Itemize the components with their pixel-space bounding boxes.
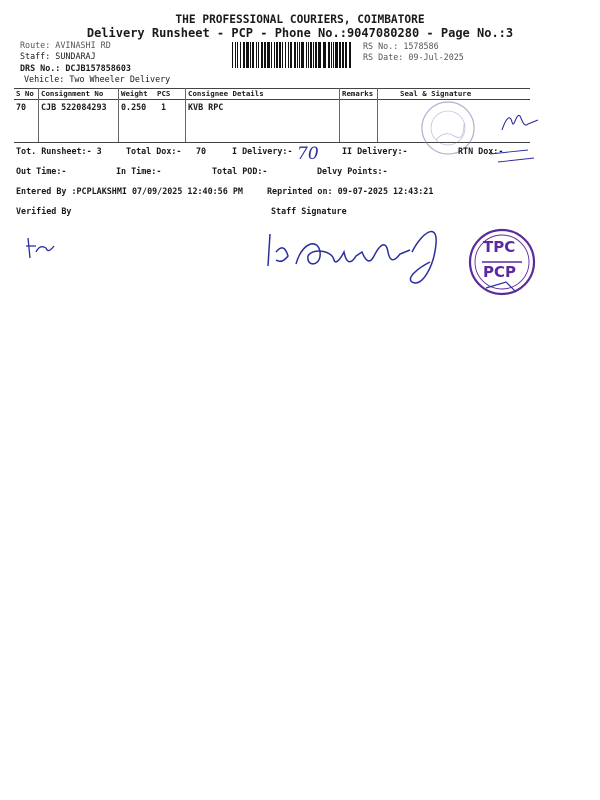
barcode-bar [333, 42, 334, 68]
total-pod-label: Total POD:- [212, 166, 268, 176]
barcode-bar [235, 42, 236, 68]
ii-delivery-label: II Delivery:- [342, 146, 408, 156]
company-title: THE PROFESSIONAL COURIERS, COIMBATORE [175, 13, 425, 26]
barcode-bar [261, 42, 263, 68]
entered-by: Entered By :PCPLAKSHMI 07/09/2025 12:40:56 PM [16, 186, 243, 196]
total-dox-value: 70 [196, 146, 207, 156]
col-header-seal: Seal & Signature [400, 89, 472, 98]
tpc-pcp-stamp [466, 226, 538, 298]
barcode-bar [335, 42, 338, 68]
barcode-bar [276, 42, 278, 68]
barcode-bar [306, 42, 307, 68]
rs-date: RS Date: 09-Jul-2025 [363, 52, 464, 62]
verified-by-label: Verified By [16, 206, 72, 216]
rtn-scribble [488, 148, 538, 168]
barcode-bar [342, 42, 344, 68]
barcode-bar [250, 42, 251, 68]
total-dox-label: Total Dox:- [126, 146, 182, 156]
route-label: Route: AVINASHI RD [20, 40, 111, 50]
staff-label: Staff: SUNDARAJ [20, 51, 96, 61]
barcode-bar [297, 42, 298, 68]
barcode-bar [290, 42, 292, 68]
barcode-bar [299, 42, 300, 68]
out-time-label: Out Time:- [16, 166, 67, 176]
barcode-bar [267, 42, 270, 68]
staff-signature-label: Staff Signature [271, 206, 347, 216]
barcode-bar [294, 42, 296, 68]
barcode-bar [310, 42, 312, 68]
stamp-pcp-text: PCP [483, 263, 516, 281]
i-delivery-label: I Delivery:- [232, 146, 293, 156]
barcode-bar [243, 42, 245, 68]
barcode-bar [285, 42, 286, 68]
barcode-bar [308, 42, 309, 68]
vehicle-label: Vehicle: Two Wheeler Delivery [24, 74, 171, 84]
barcode-bar [274, 42, 275, 68]
col-header-remarks: Remarks [342, 89, 374, 98]
stamp-tpc-text: TPC [483, 238, 516, 256]
seal-signature [498, 108, 548, 138]
barcode-bar [345, 42, 347, 68]
col-divider [118, 88, 119, 142]
barcode-bar [282, 42, 283, 68]
barcode-bar [331, 42, 332, 68]
row-pcs: 1 [161, 102, 167, 112]
staff-signature [262, 222, 462, 292]
col-header-pcs: PCS [157, 89, 171, 98]
runsheet-subtitle: Delivery Runsheet - PCP - Phone No.:9047080280 - Page No.:3 [86, 26, 514, 40]
barcode-bar [240, 42, 241, 68]
barcode-bar [313, 42, 314, 68]
row-consignee: KVB RPC [188, 102, 224, 112]
col-divider [38, 88, 39, 142]
barcode-bar [301, 42, 304, 68]
col-divider [377, 88, 378, 142]
row-weight: 0.250 [121, 102, 147, 112]
barcode-bar [328, 42, 330, 68]
col-header-consignment: Consignment No [41, 89, 104, 98]
barcode-bar [279, 42, 281, 68]
col-header-consignee: Consignee Details [188, 89, 264, 98]
i-delivery-handwritten: 70 [297, 144, 319, 164]
barcode [232, 42, 352, 68]
barcode-bar [237, 42, 238, 68]
tot-runsheet: Tot. Runsheet:- 3 [16, 146, 102, 156]
barcode-bar [256, 42, 257, 68]
barcode-bar [252, 42, 254, 68]
barcode-bar [349, 42, 351, 68]
barcode-bar [232, 42, 233, 68]
barcode-bar [258, 42, 259, 68]
barcode-bar [271, 42, 272, 68]
col-header-weight: Weight [121, 89, 148, 98]
in-time-label: In Time:- [116, 166, 162, 176]
row-sno: 70 [16, 102, 27, 112]
barcode-bar [323, 42, 326, 68]
rtn-dox-label: RTN Dox:- [458, 146, 504, 156]
rs-number: RS No.: 1578586 [363, 41, 439, 51]
row-consignment: CJB 522084293 [41, 102, 107, 112]
col-divider [339, 88, 340, 142]
barcode-bar [264, 42, 266, 68]
drs-number: DRS No.: DCJB157858603 [20, 63, 131, 73]
barcode-bar [288, 42, 289, 68]
col-header-sno: S No [16, 89, 34, 98]
barcode-bar [318, 42, 321, 68]
verified-signature [24, 234, 64, 264]
reprinted-on: Reprinted on: 09-07-2025 12:43:21 [267, 186, 434, 196]
barcode-bar [339, 42, 341, 68]
col-divider [185, 88, 186, 142]
barcode-bar [246, 42, 249, 68]
barcode-bar [315, 42, 317, 68]
delvy-points-label: Delvy Points:- [317, 166, 388, 176]
